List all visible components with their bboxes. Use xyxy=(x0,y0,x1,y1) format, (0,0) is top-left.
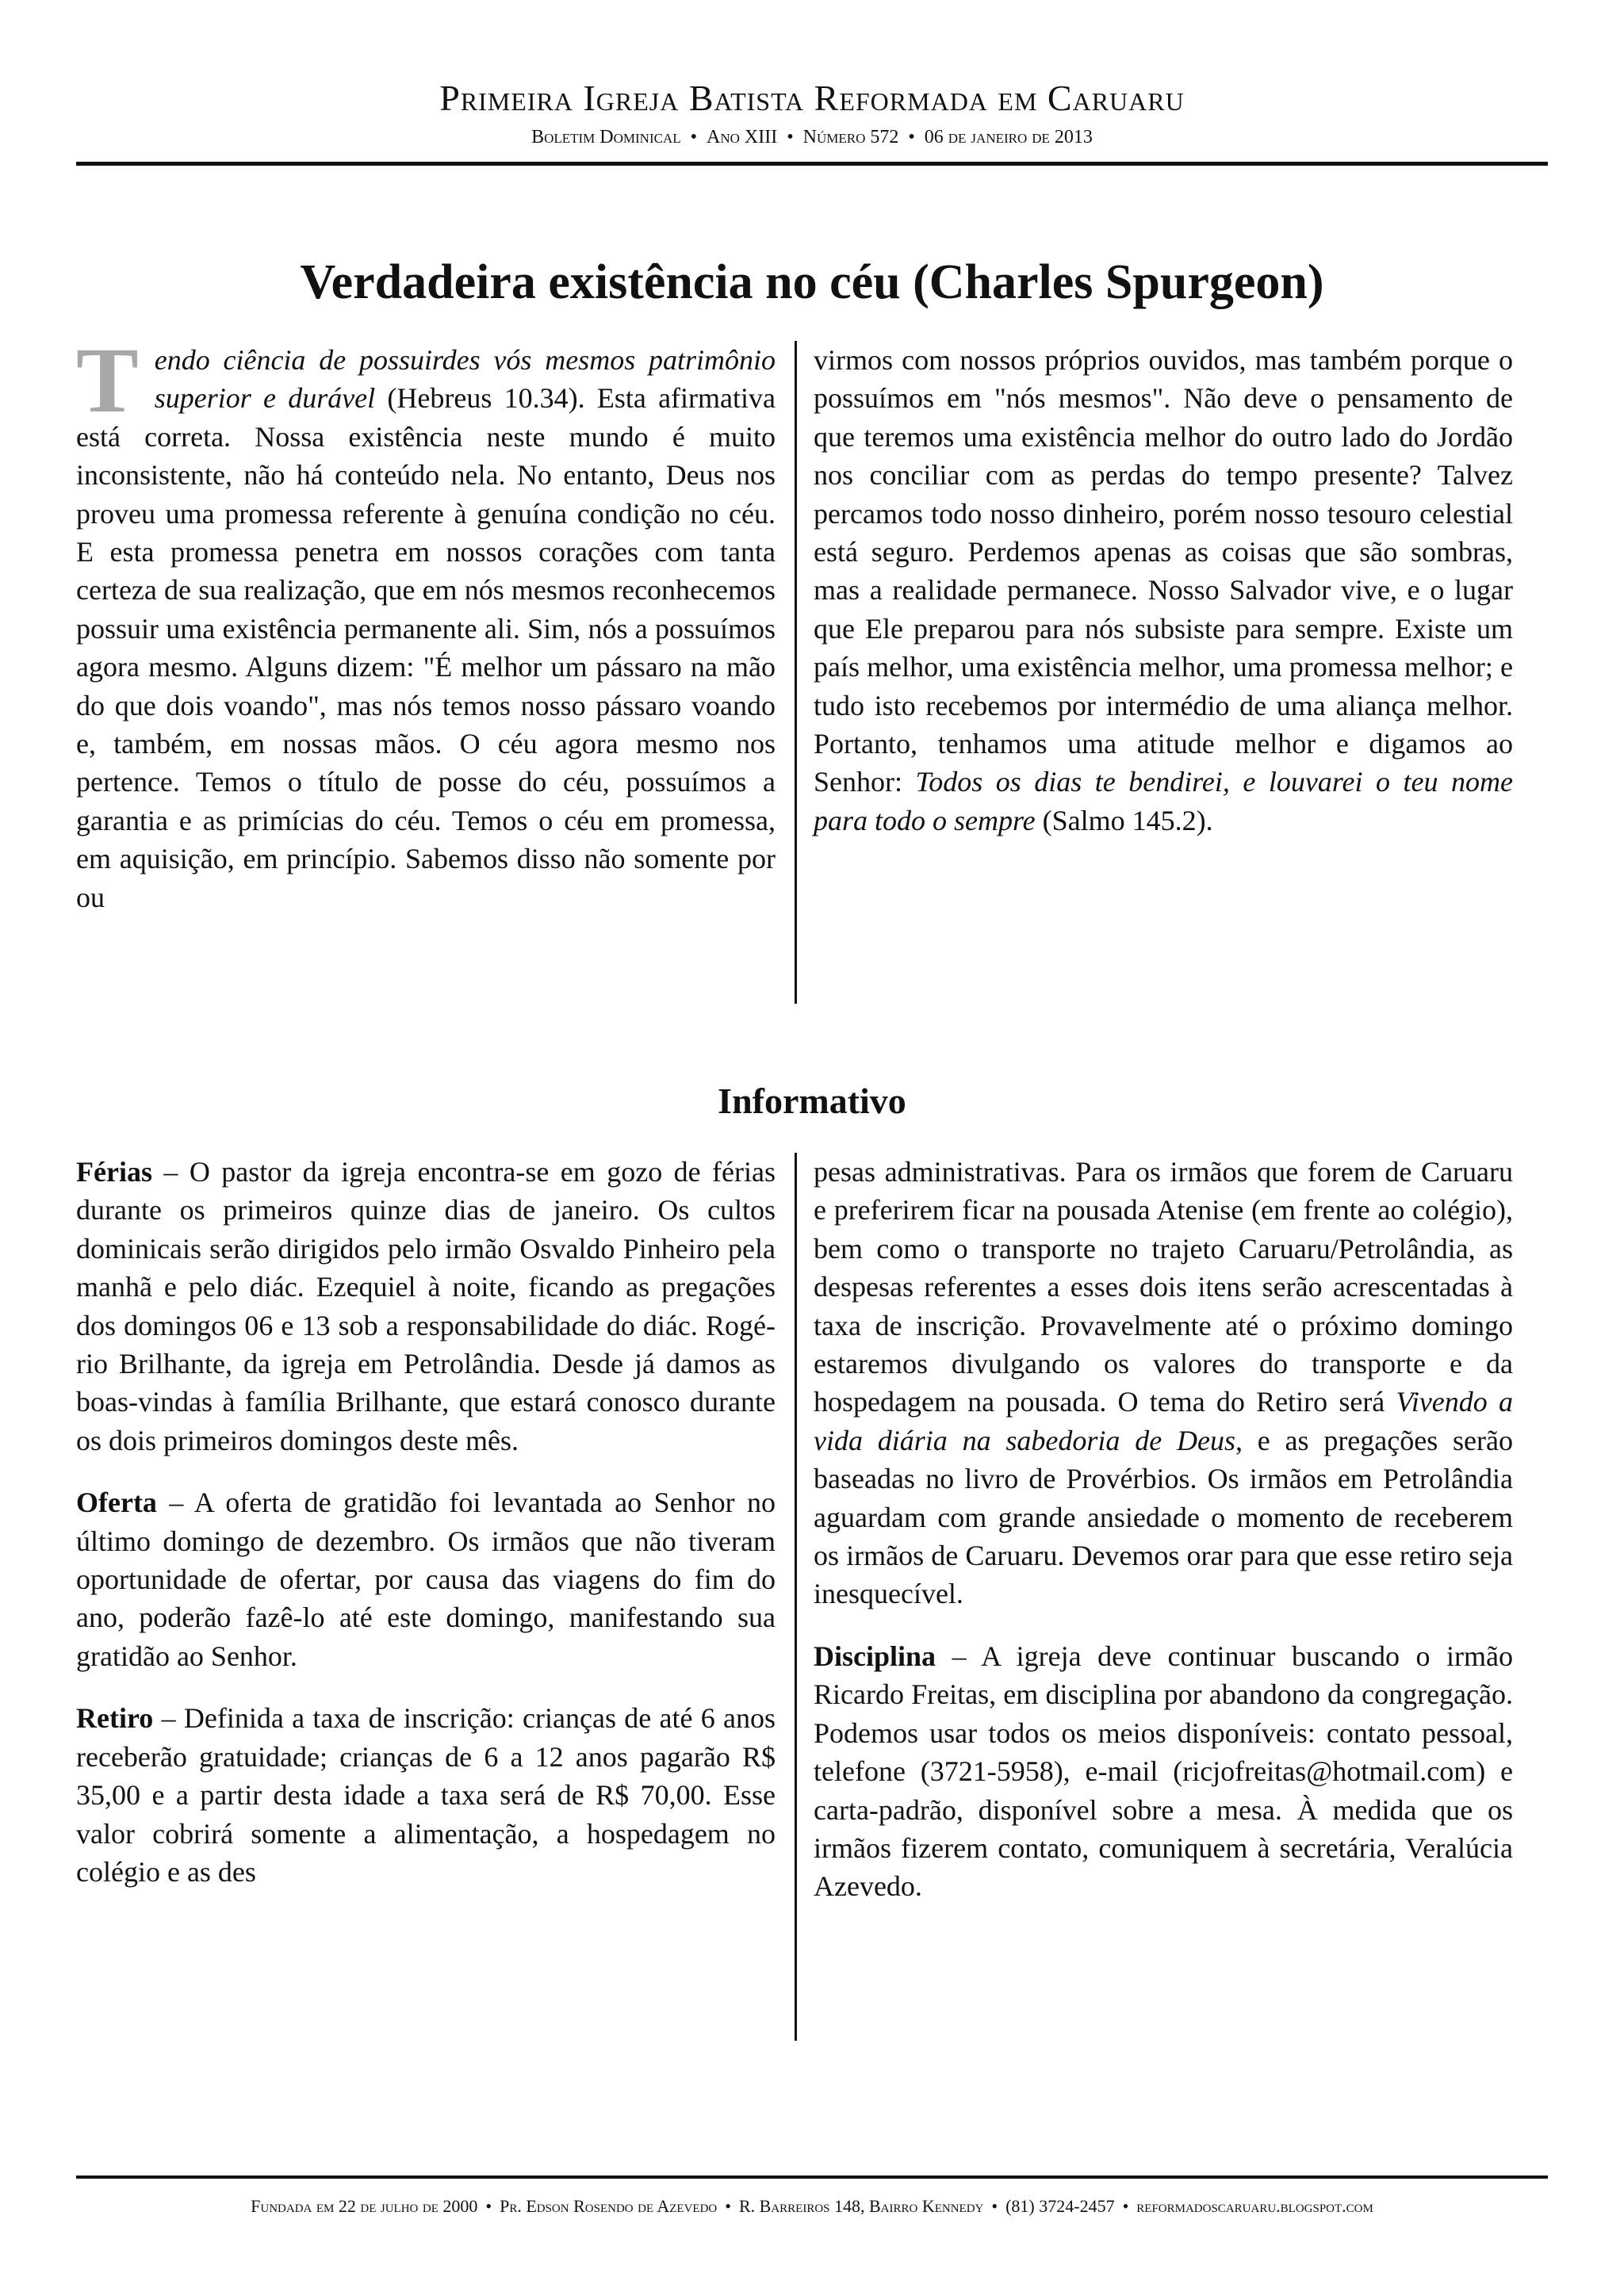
retiro-theme: Vivendo a vida diária na sabedoria de Deus xyxy=(814,1386,1513,1456)
drop-cap: T xyxy=(76,328,139,432)
bulletin-info: Boletim Dominical • Ano XIII • Número 572 • 06 de janeiro de 2013 xyxy=(531,127,1093,147)
article-psalm-reference: (Salmo 145.2). xyxy=(1035,804,1213,836)
bulletin-year: Ano XIII xyxy=(707,127,778,147)
article-text-col1: Esta afirmativa está correta. Nossa existência neste mundo é muito inconsistente, não há conteúdo nela. No entanto, Deus nos proveu uma promessa referente à genuína condição no céu. E esta promessa penetra em nossos corações com tanta certeza de sua realização, que em nós mesmos reconhecemos possuir uma existência permanente ali. Sim, nós a possuímos agora mesmo. Alguns dizem: "É melhor um pássaro na mão do que dois voando", mas nós temos nosso pássaro voando e, também, em nossas mãos. O céu agora mesmo nos pertence. Temos o título de posse do céu, possuímos a garantia e as primícias do céu. Temos o céu em promessa, em aquisição, em princípio. Sabemos disso não somente por ou xyxy=(76,382,776,913)
notice-oferta xyxy=(76,1483,776,1675)
footer-pastor: Pr. Edson Rosendo de Azevedo xyxy=(500,2196,718,2216)
masthead xyxy=(76,76,1548,149)
bulletin-date: 06 de janeiro de 2013 xyxy=(924,127,1093,147)
notice-disciplina xyxy=(814,1637,1513,1906)
footer: Fundada em 22 de julho de 2000 • Pr. Edson Rosendo de Azevedo • R. Barreiros 148, Bairro Kennedy • (81) 3724-2457 • reformadoscaruaru.blogspot.com xyxy=(251,2196,1373,2216)
column-divider xyxy=(776,1153,814,2041)
notice-retiro xyxy=(76,1699,776,1891)
footer-website[interactable]: reformadoscaruaru.blogspot.com xyxy=(1136,2196,1373,2216)
notice-text: pesas administrativas. Para os irmãos que forem de Caruaru e preferirem ficar na pousada Atenise (em frente ao colégio), bem como o transporte no trajeto Caruaru/Petrolândia, as despesas referentes a esses dois itens serão acrescentadas à taxa de inscrição. Provavelmente até o próximo domingo estaremos divulgando os valores do transporte e da hospedagem na pousada. O tema do Retiro será xyxy=(814,1156,1513,1418)
footer-phone: (81) 3724-2457 xyxy=(1005,2196,1115,2216)
informativo-column-right xyxy=(814,1153,1513,2041)
notice-label: Disciplina xyxy=(814,1640,936,1672)
notice-text: , e as pregações serão baseadas no livro de Provérbios. Os irmãos em Petrolândia aguardam com grande ansiedade o momento de receberem os irmãos de Caruaru. Devemos orar para que esse retiro seja inesquecível. xyxy=(814,1424,1513,1610)
footer-founded: Fundada em 22 de julho de 2000 xyxy=(251,2196,478,2216)
bulletin-issue: Número 572 xyxy=(802,127,899,147)
informativo-body xyxy=(76,1153,1548,2041)
notice-text: – A igreja deve continuar buscando o irmão Ricardo Freitas, em disciplina por abandono da congregação. Podemos usar todos os meios disponíveis: contato pessoal, telefone (3721-5958), e-mail (ricjofreitas@hotmail.com) e carta-padrão, disponível sobre a mesa. À medida que os irmãos fizerem contato, comuniquem à secretária, Veralúcia Azevedo. xyxy=(814,1640,1513,1903)
article-quote-reference: (Hebreus 10.34). xyxy=(375,382,597,415)
footer-address: R. Barreiros 148, Bairro Kennedy xyxy=(738,2196,984,2216)
article-quote: endo ciência de possuirdes vós mesmos patrimônio superior e durável xyxy=(154,344,776,415)
notice-text: – O pastor da igreja encontra-se em gozo de férias durante os primeiros quinze dias de janeiro. Os cultos dominicais serão dirigidos pelo irmão Osvaldo Pinheiro pela manhã e pelo diác. Ezequiel à noite, ficando as pregações dos domingos 06 e 13 sob a responsabilidade do diác. Rogério Brilhante, da igreja em Petrolândia. Desde já damos as boas-vindas à família Brilhante, que estará conosco durante os dois primeiros domingos deste mês. xyxy=(76,1156,776,1456)
article-body xyxy=(76,328,1548,1004)
notice-ferias xyxy=(76,1153,776,1460)
article-column-left xyxy=(76,328,776,1004)
notice-label: Retiro xyxy=(76,1702,154,1735)
bulletin-type: Boletim Dominical xyxy=(531,127,681,147)
article-text-col2: virmos com nossos próprios ouvidos, mas também porque o possuímos em "nós mesmos". Não deve o pensamento de que teremos uma existência melhor do outro lado do Jordão nos conciliar com as perdas do tempo presente? Talvez percamos todo nosso dinheiro, porém nosso tesouro celestial está seguro. Perdemos apenas as coisas que são sombras, mas a realidade permanece. Nosso Salvador vive, e o lugar que Ele preparou para nós subsiste para sempre. Existe um país melhor, uma existência melhor, uma promessa melhor; e tudo isto recebemos por intermédio de uma aliança melhor. Portanto, tenhamos uma atitude melhor e digamos ao Senhor: xyxy=(814,344,1513,798)
informativo-column-left xyxy=(76,1153,776,2041)
article-paragraph xyxy=(814,341,1513,840)
article-paragraph xyxy=(76,328,776,916)
informativo-title: Informativo xyxy=(718,1081,906,1121)
notice-text: – A oferta de gratidão foi levantada ao Senhor no último domingo de dezembro. Os irmãos que não tiveram oportunidade de ofertar, por causa das viagens do fim do ano, poderão fazê-lo até este domingo, manifestando sua gratidão ao Senhor. xyxy=(76,1487,776,1672)
notice-text: – Definida a taxa de inscrição: crianças de até 6 anos receberão gratuidade; crianças de 6 a 12 anos pagarão R$ 35,00 e a partir desta idade a taxa será de R$ 70,00. Esse valor cobrirá somente a alimentação, a hospedagem no colégio e as des xyxy=(76,1702,776,1888)
header-divider xyxy=(76,162,1548,166)
article-column-right xyxy=(814,341,1513,1004)
notice-label: Férias xyxy=(76,1156,152,1188)
footer-divider xyxy=(76,2175,1548,2179)
church-name: Primeira Igreja Batista Reformada em Caruaru xyxy=(439,78,1185,118)
article-title: Verdadeira existência no céu (Charles Spurgeon) xyxy=(300,255,1324,309)
notice-retiro-continued xyxy=(814,1153,1513,1613)
column-divider xyxy=(776,341,814,1004)
article-psalm-quote: Todos os dias te bendirei, e louvarei o teu nome para todo o sempre xyxy=(814,766,1513,836)
notice-label: Oferta xyxy=(76,1487,157,1519)
